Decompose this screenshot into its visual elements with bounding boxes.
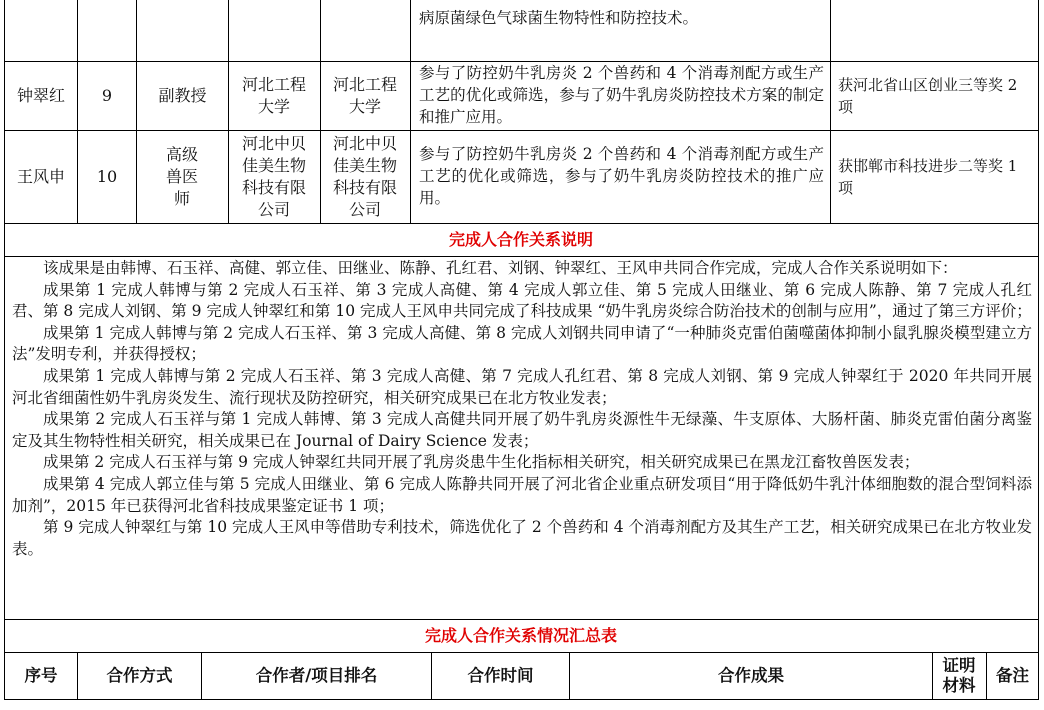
cooperation-paragraph: 成果第 2 完成人石玉祥与第 1 完成人韩博、第 3 完成人高健共同开展了奶牛乳房炎源性牛无绿藻、牛支原体、大肠杆菌、肺炎克雷伯菌分离鉴定及其生物特性相关研究，相关成果已在 Journal of Dairy Science 发表； [12,410,1032,450]
column-header-index: 序号 [24,666,58,685]
cooperation-paragraph: 成果第 1 完成人韩博与第 2 完成人石玉祥、第 3 完成人高健、第 8 完成人刘钢共同申请了“一种肺炎克雷伯菌噬菌体抑制小鼠乳腺炎模型建立方法”发明专利，并获得授权； [12,323,1032,364]
column-header-remark: 备注 [996,666,1029,685]
cooperation-body [12,258,1032,560]
summary-heading: 完成人合作关系情况汇总表 [424,626,617,645]
table-border-right [1038,0,1039,700]
cooperation-paragraph: 该成果是由韩博、石玉祥、高健、郭立佳、田继业、陈静、孔红君、刘钢、钟翠红、王风申共同合作完成，完成人合作关系说明如下： [43,259,958,277]
cooperation-paragraph: 成果第 4 完成人郭立佳与第 5 完成人田继业、第 6 完成人陈静共同开展了河北省企业重点研发项目“用于降低奶牛乳汁体细胞数的混合型饲料添加剂”，2015 年已获得河北省科技成果鉴定证书 1 项； [12,474,1032,515]
person-name: 钟翠红 [16,86,65,105]
cooperation-paragraph: 第 9 完成人钟翠红与第 10 完成人王风申等借助专利技术，筛选优化了 2 个兽药和 4 个消毒剂配方及其生产工艺，相关研究成果已在北方牧业发表。 [12,518,1032,558]
col-divider [932,652,933,700]
person-name: 王风申 [16,167,65,186]
column-header-result: 合作成果 [718,666,784,685]
column-header-evidence: 证明材料 [942,656,976,695]
cooperation-heading: 完成人合作关系说明 [448,230,593,249]
col-divider [830,0,831,223]
person-rank: 9 [101,86,113,105]
row-divider [4,223,1038,224]
row-divider [4,699,1038,700]
complete-unit: 河北工程大学 [332,75,397,116]
column-header-time: 合作时间 [467,666,534,685]
cooperation-paragraph: 成果第 1 完成人韩博与第 2 完成人石玉祥、第 3 完成人高健、第 7 完成人孔红君、第 8 完成人刘钢、第 9 完成人钟翠红于 2020 年共同开展河北省细菌性奶牛乳房炎发生、流行现状及防控研究，相关研究成果已在北方牧业发表； [12,366,1032,407]
cooperation-paragraph: 成果第 2 完成人石玉祥与第 9 完成人钟翠红共同开展了乳房炎患牛生化指标相关研究，相关研究成果已在黑龙江畜牧兽医发表； [43,453,920,472]
person-title: 副教授 [158,86,207,105]
person-rank: 10 [96,167,118,186]
cooperation-paragraph: 成果第 1 完成人韩博与第 2 完成人石玉祥、第 3 完成人高健、第 4 完成人郭立佳、第 5 完成人田继业、第 6 完成人陈静、第 7 完成人孔红君、第 8 完成人刘钢、第 9 完成人钟翠红和第 10 完成人王风申共同完成了科技成果 “奶牛乳房炎综合防治技术的创制与应用”，通过了第三方评价； [12,280,1032,321]
work-unit: 河北中贝佳美生物科技有限公司 [241,134,306,219]
complete-unit: 河北中贝佳美生物科技有限公司 [332,134,397,219]
row-divider [4,619,1038,620]
contribution-text: 参与了防控奶牛乳房炎 2 个兽药和 4 个消毒剂配方或生产工艺的优化或筛选，参与了奶牛乳房炎防控技术的推广应用。 [419,145,824,207]
column-header-method: 合作方式 [106,666,173,685]
row-divider [4,256,1038,257]
award-text: 获邯郸市科技进步二等奖 1 项 [838,157,1018,197]
column-header-partner: 合作者/项目排名 [255,666,378,685]
col-divider [320,0,321,223]
person-title: 高级兽医师 [165,145,198,208]
col-divider [410,0,411,223]
col-divider [228,0,229,223]
contribution-text: 病原菌绿色气球菌生物特性和防控技术。 [419,9,699,27]
contribution-text: 参与了防控奶牛乳房炎 2 个兽药和 4 个消毒剂配方或生产工艺的优化或筛选，参与了奶牛乳房炎防控技术方案的制定和推广应用。 [419,64,824,126]
work-unit: 河北工程大学 [241,75,306,116]
award-text: 获河北省山区创业三等奖 2 项 [838,76,1018,116]
